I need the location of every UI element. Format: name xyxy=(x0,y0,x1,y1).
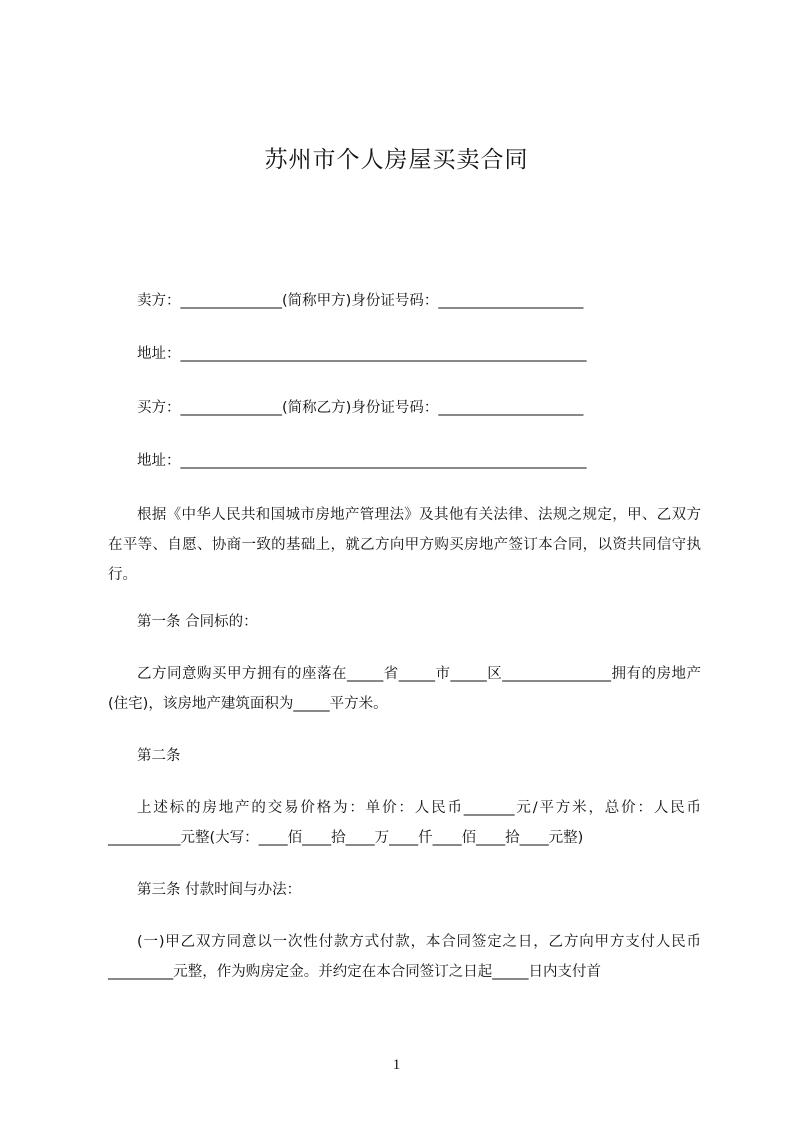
article3-paragraph xyxy=(108,927,701,987)
article3-body: (一)甲乙双方同意以一次性付款方式付款，本合同签定之日，乙方向甲方支付人民币_________元整，作为购房定金。并约定在本合同签订之日起_____日内支付首 xyxy=(108,934,701,980)
article2-title: 第二条 xyxy=(137,748,181,764)
article2-body: 上述标的房地产的交易价格为：单价：人民币_______元/平方米，总价：人民币__________元整(大写：____佰____拾____万____仟____佰____拾____元整) xyxy=(108,800,701,846)
buyer-line: 买方：______________(简称乙方)身份证号码：____________________ xyxy=(137,400,584,416)
article2-paragraph xyxy=(108,793,701,853)
seller-line: 卖方：______________(简称甲方)身份证号码：____________________ xyxy=(137,293,584,309)
preamble-paragraph xyxy=(108,500,701,590)
article1-body: 乙方同意购买甲方拥有的座落在_____省_____市_____区_______________拥有的房地产(住宅)，该房地产建筑面积为_____平方米。 xyxy=(108,666,701,712)
page-title: 苏州市个人房屋买卖合同 xyxy=(264,147,529,173)
article3-title: 第三条 付款时间与办法： xyxy=(137,882,302,898)
seller-address: 地址：________________________________________________________ xyxy=(137,346,587,362)
preamble-text: 根据《中华人民共和国城市房地产管理法》及其他有关法律、法规之规定，甲、乙双方在平等、自愿、协商一致的基础上，就乙方向甲方购买房地产签订本合同，以资共同信守执行。 xyxy=(108,507,701,583)
page-number: 1 xyxy=(392,1057,401,1073)
buyer-address: 地址：________________________________________________________ xyxy=(137,453,587,469)
article1-paragraph xyxy=(108,659,701,719)
article1-title: 第一条 合同标的： xyxy=(137,614,258,630)
